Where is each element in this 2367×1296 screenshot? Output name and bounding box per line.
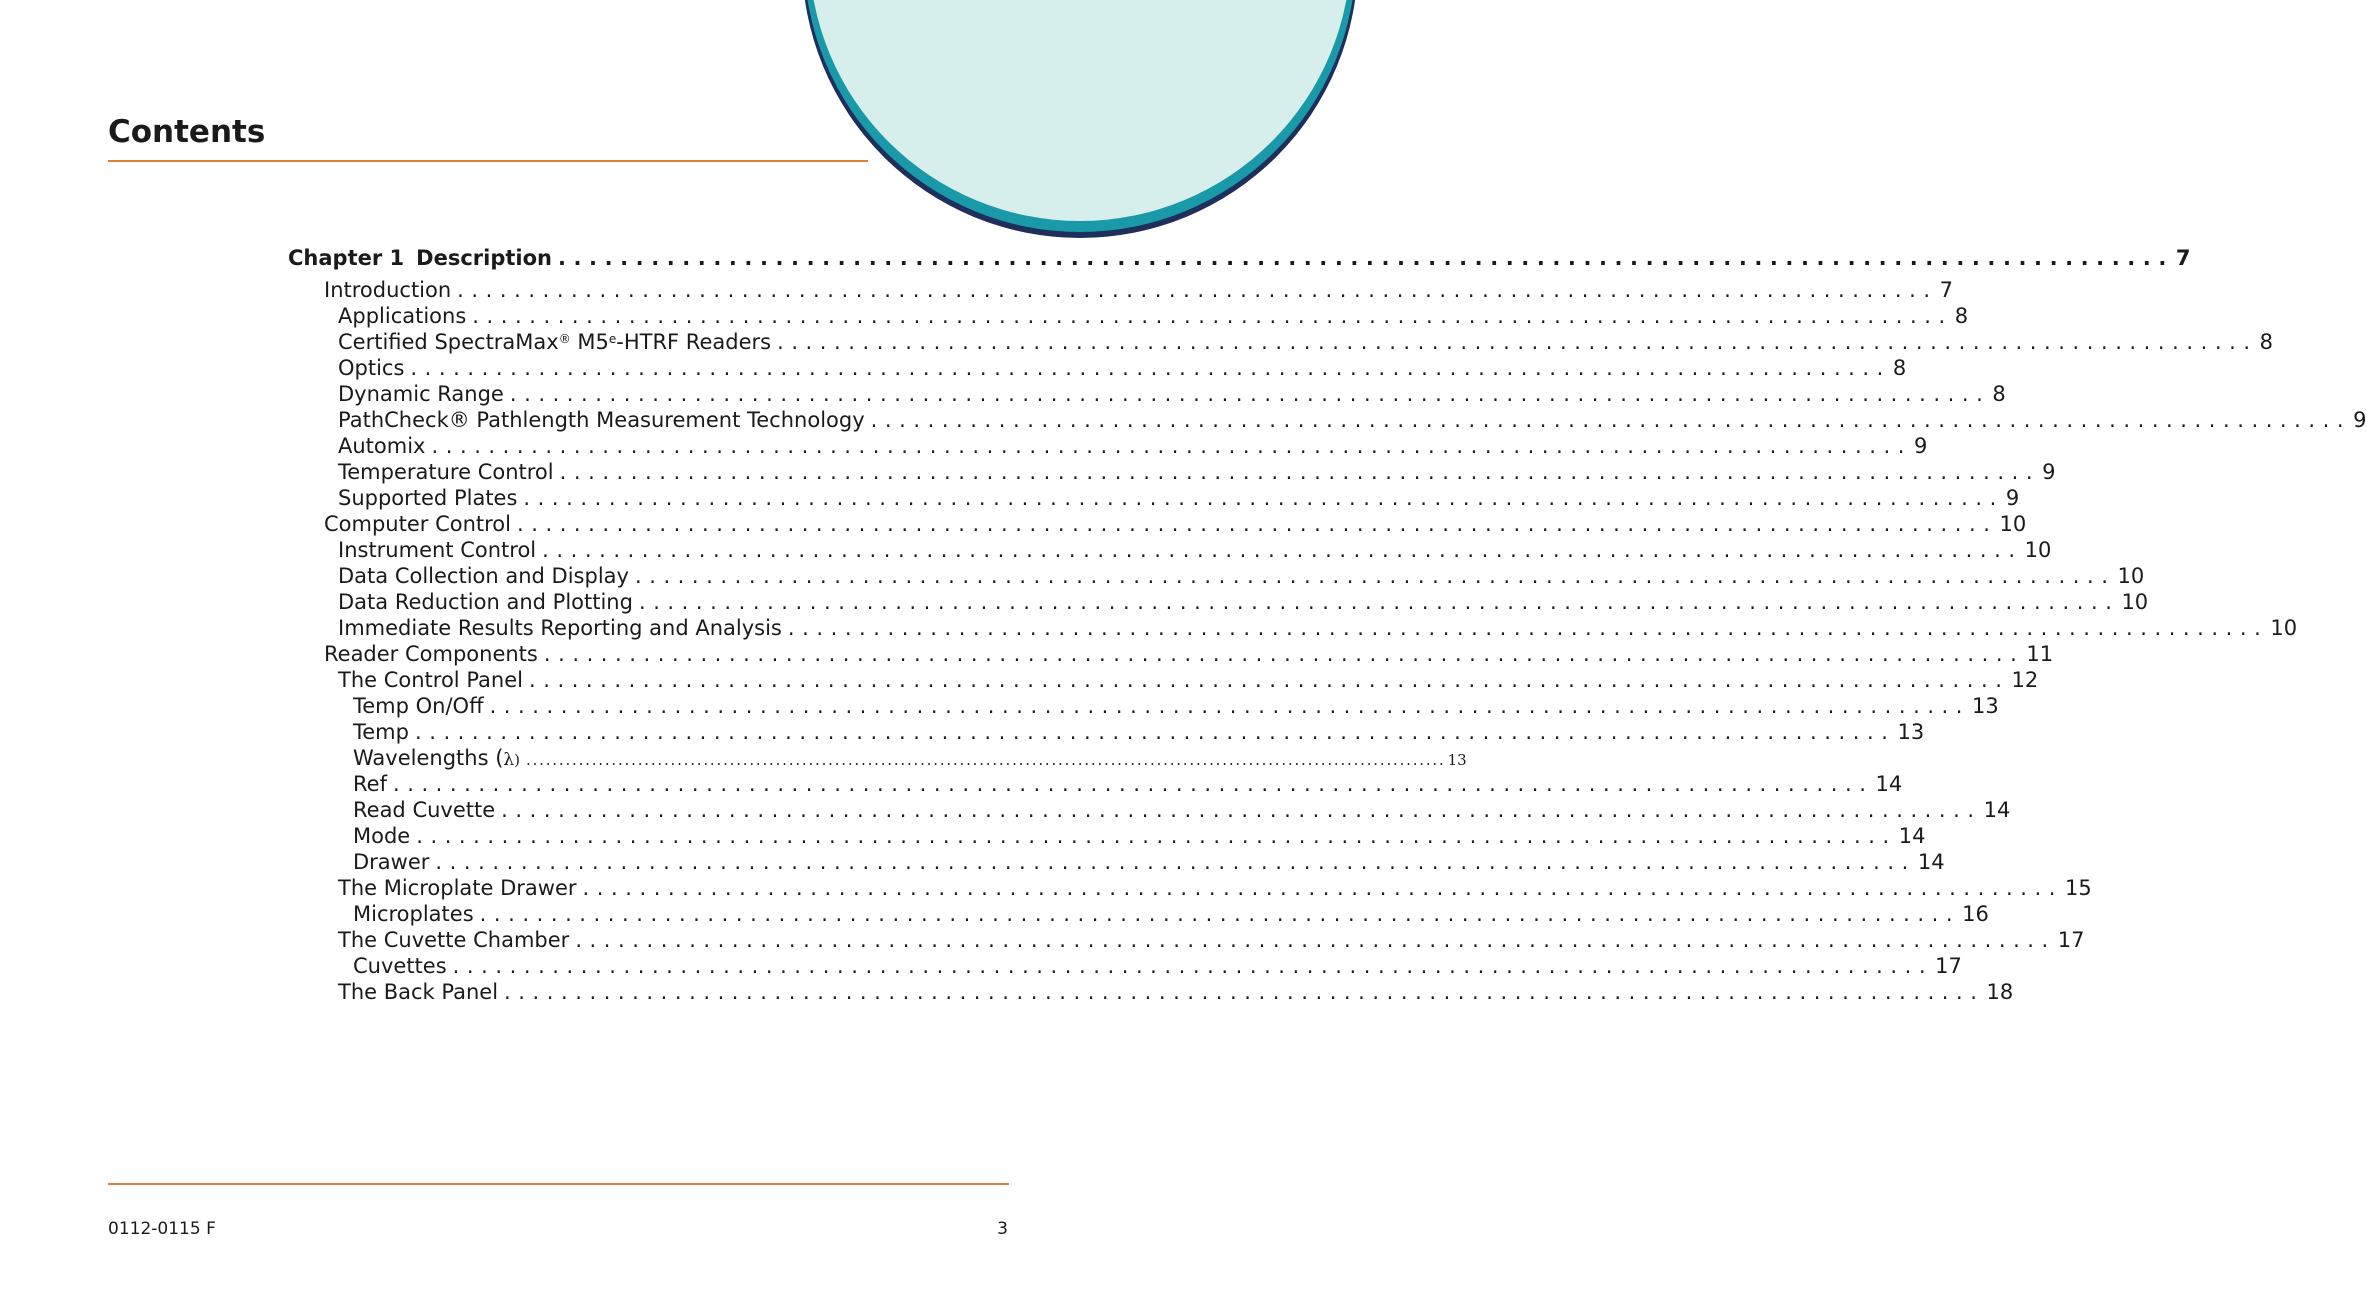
toc-entry-label: Computer Control (324, 512, 511, 536)
toc-entry-automix[interactable] (338, 433, 1928, 459)
dot-leader: ........................................................................................................ (479, 902, 1961, 926)
toc-chapter-entry[interactable] (288, 245, 2191, 271)
toc-entry-page: 16 (1962, 902, 1989, 926)
toc-entry-page: 14 (1983, 798, 2011, 822)
toc-entry-page: 8 (1954, 304, 1969, 328)
toc-entry-page: 17 (2057, 928, 2085, 952)
superscript-e: e (608, 332, 617, 346)
toc-entry-label: Introduction (324, 278, 452, 302)
label-part: M5 (570, 330, 609, 354)
toc-entry-label: Applications (338, 304, 467, 328)
toc-entry-label: Automix (338, 434, 426, 458)
toc-entry-page: 9 (2353, 408, 2367, 432)
toc-entry-cuvettes[interactable] (353, 953, 1962, 979)
dot-leader: ........................................................................................................ (392, 772, 1874, 796)
toc-entry-label: Temp On/Off (353, 694, 484, 718)
toc-entry-label: Microplates (353, 902, 474, 926)
toc-entry-control-panel[interactable] (338, 667, 2039, 693)
dot-leader: ........................................................................................................ (472, 304, 1953, 328)
toc-entry-optics[interactable] (338, 355, 1907, 381)
toc-entry-mode[interactable] (353, 823, 1926, 849)
toc-entry-back-panel[interactable] (338, 979, 2014, 1005)
lambda-symbol: λ (503, 750, 515, 770)
toc-entry-computer-control[interactable] (324, 511, 2027, 537)
toc-entry-label (338, 329, 771, 355)
toc-entry-label: Temperature Control (338, 460, 554, 484)
toc-entry-certified-spectramax[interactable] (338, 329, 2273, 355)
toc-entry-drawer[interactable] (353, 849, 1945, 875)
dot-leader: ........................................................................................................ (501, 798, 1982, 822)
toc-entry-microplate-drawer[interactable] (338, 875, 2092, 901)
toc-entry-label: Data Reduction and Plotting (338, 590, 633, 614)
dot-leader: ........................................................................................................ (523, 486, 2004, 510)
toc-entry-page: 13 (1897, 720, 1925, 744)
registered-mark: ® (558, 332, 571, 346)
toc-entry-page: 10 (2024, 538, 2052, 562)
toc-entry-page: 10 (2117, 564, 2145, 588)
toc-entry-label: Optics (338, 356, 405, 380)
dot-leader: ........................................................................................................ (457, 278, 1938, 302)
toc-entry-page: 8 (1992, 382, 2006, 406)
dot-leader: ........................................................................................................ (777, 330, 2258, 354)
toc-entry-dynamic-range[interactable] (338, 381, 2006, 407)
label-part: -HTRF Readers (616, 330, 772, 354)
dot-leader: ........................................................................................................ (504, 980, 1985, 1004)
toc-entry-temp-on-off[interactable] (353, 693, 1999, 719)
toc-entry-cuvette-chamber[interactable] (338, 927, 2085, 953)
toc-entry-page: 12 (2011, 668, 2039, 692)
page-number: 3 (997, 1219, 1008, 1239)
dot-leader: ........................................................................................................ (528, 668, 2010, 692)
toc-entry-page: 17 (1935, 954, 1962, 978)
toc-entry-page: 10 (2270, 616, 2298, 640)
toc-entry-page: 9 (2042, 460, 2056, 484)
toc-entry-label: Temp (353, 720, 409, 744)
toc-entry-label: The Cuvette Chamber (338, 928, 570, 952)
toc-entry-label: Mode (353, 824, 411, 848)
dot-leader: ........................................................................................................ (435, 850, 1916, 874)
toc-entry-label: Drawer (353, 850, 430, 874)
dot-leader: ........................................................................................................ (542, 538, 2023, 562)
dot-leader: ............................................................................................................................................ (526, 751, 1446, 769)
page-title: Contents (108, 114, 266, 150)
toc-entry-reader-components[interactable] (324, 641, 2054, 667)
toc-entry-page: 14 (1917, 850, 1945, 874)
toc-entry-page: 13 (1447, 751, 1467, 769)
chapter-title: Description (416, 246, 552, 270)
dot-leader: ........................................................................................................ (787, 616, 2269, 640)
toc-entry-page: 8 (1892, 356, 1907, 380)
toc-entry-microplates[interactable] (353, 901, 1989, 927)
toc-entry-page: 9 (2005, 486, 2020, 510)
toc-entry-page: 7 (1939, 278, 1954, 302)
toc-entry-page: 13 (1972, 694, 1999, 718)
toc-entry-introduction[interactable] (324, 277, 1954, 303)
toc-entry-temperature-control[interactable] (338, 459, 2056, 485)
toc-entry-immediate-results[interactable] (338, 615, 2298, 641)
dot-leader: ........................................................................................................ (634, 564, 2116, 588)
dot-leader: ........................................................................................................ (543, 642, 2025, 666)
dot-leader: ........................................................................................................ (509, 382, 1991, 406)
toc-entry-instrument-control[interactable] (338, 537, 2052, 563)
dot-leader: ........................................................................................................ (870, 408, 2352, 432)
toc-entry-label: PathCheck® Pathlength Measurement Technology (338, 408, 865, 432)
dot-leader: ........................................................................................................ (414, 720, 1896, 744)
toc-entry-label: Cuvettes (353, 954, 447, 978)
chapter-page-number: 7 (2175, 246, 2191, 270)
toc-entry-page: 10 (1999, 512, 2027, 536)
dot-leader: ........................................................................................................ (410, 356, 1891, 380)
toc-entry-label: Ref (353, 772, 387, 796)
dot-leader: ........................................................................................................ (431, 434, 1912, 458)
toc-entry-page: 15 (2065, 876, 2092, 900)
label-part: Certified SpectraMax (338, 330, 559, 354)
toc-entry-page: 9 (1913, 434, 1928, 458)
toc-entry-read-cuvette[interactable] (353, 797, 2011, 823)
toc-entry-label: Instrument Control (338, 538, 537, 562)
toc-entry-page: 14 (1875, 772, 1903, 796)
toc-entry-label: Immediate Results Reporting and Analysis (338, 616, 782, 640)
toc-entry-page: 14 (1898, 824, 1926, 848)
toc-entry-pathcheck[interactable] (338, 407, 2367, 433)
toc-entry-wavelengths[interactable] (353, 745, 1467, 771)
toc-entry-applications[interactable] (338, 303, 1969, 329)
toc-entry-label: Supported Plates (338, 486, 518, 510)
toc-entry-page: 10 (2121, 590, 2149, 614)
toc-entry-supported-plates[interactable] (338, 485, 2020, 511)
corner-decoration (780, 0, 1080, 260)
dot-leader: ........................................................................................................ (416, 824, 1897, 848)
dot-leader: ........................................................................................................ (582, 876, 2064, 900)
dot-leader: ........................................................................................................ (638, 590, 2120, 614)
dot-leader: ........................................................................................................ (557, 246, 2174, 270)
toc-entry-label: Dynamic Range (338, 382, 504, 406)
toc-entry-page: 11 (2026, 642, 2054, 666)
toc-entry-label: Data Collection and Display (338, 564, 629, 588)
chapter-number: Chapter 1 (288, 246, 405, 270)
toc-entry-label: The Control Panel (338, 668, 523, 692)
toc-entry-data-collection[interactable] (338, 563, 2145, 589)
dot-leader: ........................................................................................................ (575, 928, 2056, 952)
toc-entry-ref[interactable] (353, 771, 1903, 797)
document-number: 0112-0115 F (108, 1219, 216, 1239)
toc-entry-label: The Microplate Drawer (338, 876, 577, 900)
toc-entry-label (353, 745, 520, 773)
dot-leader: ........................................................................................................ (489, 694, 1971, 718)
toc-entry-label: The Back Panel (338, 980, 499, 1004)
dot-leader: ........................................................................................................ (559, 460, 2041, 484)
label-part: ) (514, 751, 521, 769)
toc-entry-page: 8 (2259, 330, 2273, 354)
toc-entry-label: Reader Components (324, 642, 538, 666)
toc-entry-temp[interactable] (353, 719, 1925, 745)
dot-leader: ........................................................................................................ (452, 954, 1934, 978)
toc-entry-label: Read Cuvette (353, 798, 496, 822)
toc-entry-data-reduction[interactable] (338, 589, 2149, 615)
title-rule (108, 160, 868, 162)
label-part: Wavelengths ( (353, 746, 504, 770)
toc-entry-page: 18 (1986, 980, 2014, 1004)
footer-rule (108, 1183, 1009, 1185)
dot-leader: ........................................................................................................ (516, 512, 1998, 536)
